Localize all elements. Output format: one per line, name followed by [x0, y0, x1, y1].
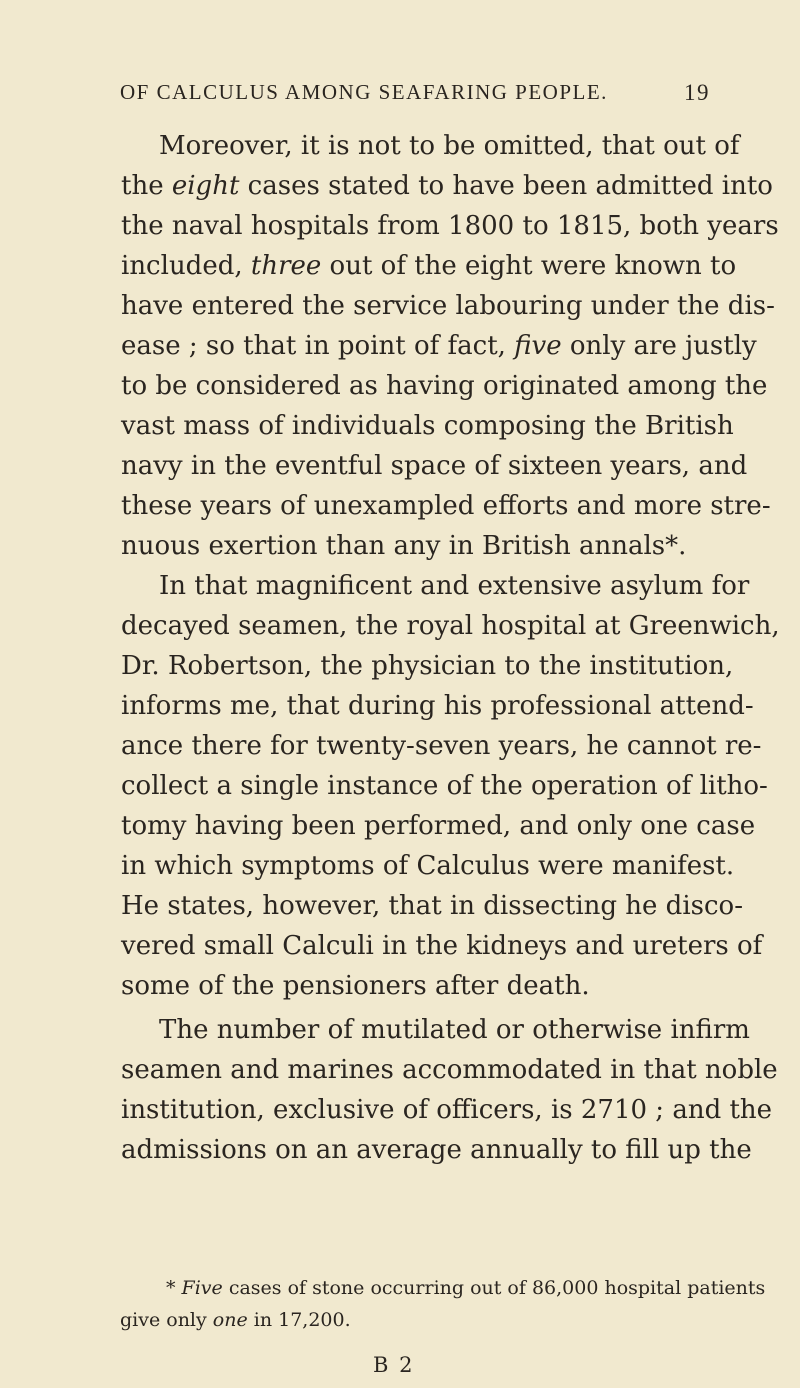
- text-line: the eight cases stated to have been admitted into: [121, 171, 773, 201]
- text-line: In that magnificent and extensive asylum for: [159, 571, 750, 601]
- paragraph: [121, 566, 780, 1006]
- text-line: included, three out of the eight were known to: [121, 251, 737, 281]
- text-line: decayed seamen, the royal hospital at Greenwich,: [121, 611, 780, 641]
- text-line: institution, exclusive of officers, is 2710 ; and the: [121, 1095, 773, 1125]
- text-line: vered small Calculi in the kidneys and ureters of: [121, 931, 763, 961]
- text-line: these years of unexampled efforts and more stre-: [121, 491, 771, 521]
- text-line: seamen and marines accommodated in that noble: [121, 1055, 778, 1085]
- text-line: informs me, that during his professional attend-: [121, 691, 754, 721]
- text-line: collect a single instance of the operation of litho-: [121, 771, 768, 801]
- paragraph: [121, 1010, 778, 1170]
- text-line: admissions on an average annually to fill up the: [121, 1135, 752, 1165]
- paragraph: [121, 126, 779, 566]
- text-line: Moreover, it is not to be omitted, that out of: [159, 131, 740, 161]
- text-line: some of the pensioners after death.: [121, 971, 590, 1001]
- text-line: Dr. Robertson, the physician to the institution,: [121, 651, 734, 681]
- signature-mark: B 2: [373, 1353, 415, 1377]
- text-line: The number of mutilated or otherwise infirm: [159, 1015, 750, 1045]
- text-line: to be considered as having originated among the: [121, 371, 768, 401]
- text-line: He states, however, that in dissecting he disco-: [121, 891, 743, 921]
- text-line: tomy having been performed, and only one case: [121, 811, 756, 841]
- text-line: in which symptoms of Calculus were manifest.: [121, 851, 735, 881]
- text-line: nuous exertion than any in British annals*.: [121, 531, 687, 561]
- running-head: OF CALCULUS AMONG SEAFARING PEOPLE.: [120, 80, 608, 104]
- page-number: 19: [684, 80, 710, 105]
- footnote-line: * Five cases of stone occurring out of 86,000 hospital patients: [166, 1277, 766, 1299]
- footnote-line: give only one in 17,200.: [120, 1309, 351, 1331]
- footnote: [120, 1272, 766, 1336]
- text-line: ance there for twenty-seven years, he cannot re-: [121, 731, 762, 761]
- text-line: navy in the eventful space of sixteen years, and: [121, 451, 748, 481]
- text-line: ease ; so that in point of fact, five only are justly: [121, 331, 757, 361]
- text-line: vast mass of individuals composing the British: [121, 411, 734, 441]
- text-line: the naval hospitals from 1800 to 1815, both years: [121, 211, 779, 241]
- text-line: have entered the service labouring under the dis-: [121, 291, 775, 321]
